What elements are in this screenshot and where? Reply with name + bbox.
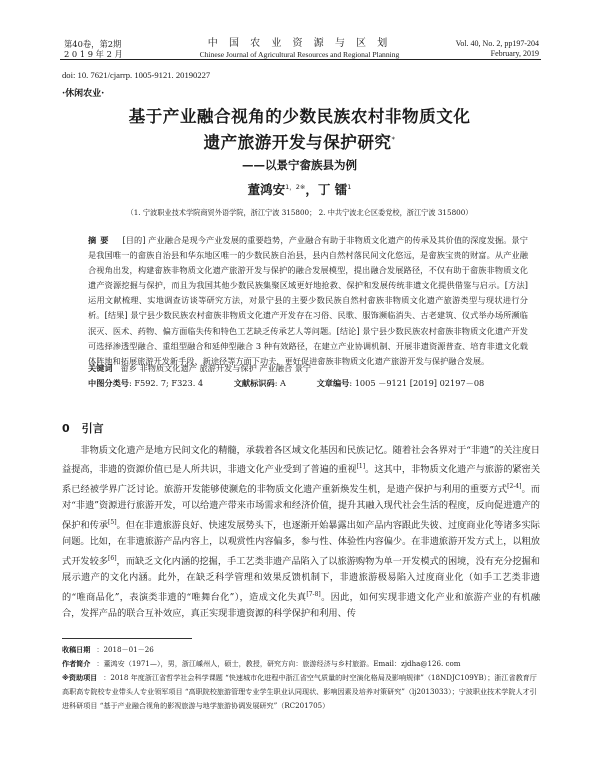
footnote-author <box>62 657 540 671</box>
footnotes <box>62 643 540 713</box>
title-footnote-mark: * <box>391 135 396 144</box>
section-heading <box>62 420 104 436</box>
article-title-line2-text: 遗产旅游开发与保护研究 <box>203 133 392 152</box>
citation-5: [7-8] <box>306 590 321 598</box>
body-text-2: 。这其中，非物质文化遗产与旅游的紧密关系已经被学界广泛讨论。旅游开发能够使濒危的非物质文化遗产重新焕发生机，是遗产保护与利用的重要方式 <box>62 464 541 495</box>
article-number-label: 文章编号 <box>316 378 350 388</box>
section-title: 引言 <box>81 422 104 435</box>
document-code-value: : A <box>274 378 286 388</box>
article-title-line1: 基于产业融合视角的少数民族农村非物质文化 <box>128 107 471 126</box>
abstract-text: [目的] 产业融合是现今产业发展的重要趋势，产业融合有助于非物质文化遗产的传承及其价值的深度发掘。景宁是我国唯一的畲族自治县和华东地区唯一的少数民族自治县，县内自然村落民间文化悠远，是畲族宝贵的财富。从产业融合视角出发，构建畲族非物质文化遗产旅游开发与保护的融合发展模型，提出融合发展路径，不仅有助于畲族非物质文化遗产资源挖掘与保护，而且为我国其他少数民族集聚区域更好地抢救、保护和发展传统非遗文化提供借鉴与启示。[方法] 运用文献梳理、实地调查访谈等研究方法，对景宁县的主要少数民族自然村畲族非物质文化遗产旅游类型与现状进行分析。[结果] 景宁县少数民族农村畲族非物质文化遗产开发存在习俗、民歌、服饰濒临消失、古老建筑、仪式举办场所濒临泯灭、医术、药物、偏方面临失传和特色工艺缺乏传承艺人等问题。[结论] 景宁县少数民族农村畲族非物质文化遗产开发可选择渗透型融合、重组型融合和延伸型融合 3 种有效路径，在建立产业协调机制、开展非遗资源普查、培育非遗文化载体阵地和拓展旅游开发新手段、新途径等方面下功夫，更好促进畲族非物质文化遗产旅游开发与保护融合发展。 <box>88 235 528 366</box>
body-text-1: 非物质文化遗产是地方民间文化的精髓，承载着各区域文化基因和民族记忆。随着社会各界对于“非遗”的关注度日益提高，非遗的资源价值已是人所共识，非遗文化产业受到了普遍的重视 <box>62 445 540 476</box>
author-1-affil-mark: 1，2※ <box>285 182 306 191</box>
abstract-label: 摘要 <box>88 235 113 245</box>
footnote-divider <box>62 638 192 639</box>
abstract <box>88 233 528 369</box>
citation-3: [5] <box>108 518 117 526</box>
funding-label: ※资助项目 <box>62 673 98 682</box>
classification-line <box>88 378 512 389</box>
header-date-cn: 2 0 1 9 年 2 月 <box>64 49 123 59</box>
article-title-line2 <box>0 129 599 153</box>
header-volume-en: Vol. 40, No. 2, pp197-204 <box>455 39 539 48</box>
document-code-label: 文献标识码 <box>233 378 275 388</box>
citation-1: [1] <box>356 463 366 471</box>
received-date: ：2018－01－26 <box>96 645 154 654</box>
header-date-en: February, 2019 <box>490 49 539 58</box>
journal-title-cn: 中 国 农 业 资 源 与 区 划 <box>207 38 392 49</box>
citation-4: [6] <box>108 554 117 562</box>
author-bio: ：董鸿安（1971—），男，浙江嵊州人，硕士，教授，研究方向：旅游经济与乡村旅游。Email：zjdha@126. com <box>96 659 461 668</box>
author-bio-label: 作者简介 <box>62 659 91 668</box>
article-number-value: : 1005 －9121 [2019] 02197－08 <box>349 378 485 388</box>
doi-line: doi: 10. 7621/cjarrp. 1005-9121. 20190227 <box>62 70 211 80</box>
author-1-name: 董鸿安 <box>247 182 286 197</box>
keywords <box>88 363 311 374</box>
clc-number <box>88 378 217 388</box>
section-number: 0 <box>62 422 70 435</box>
header-volume-cn: 第40卷，第2期 <box>64 39 122 49</box>
author-list <box>0 180 599 198</box>
affiliations: （1. 宁波职业技术学院商贸外语学院，浙江宁波 315800； 2. 中共宁波北仑区委党校，浙江宁波 315800） <box>126 208 473 217</box>
citation-2: [2-4] <box>507 482 522 490</box>
document-code <box>234 378 300 388</box>
header-right <box>456 39 539 59</box>
author-2-affil-mark: 1 <box>347 182 352 191</box>
funding-text: ：2018 年度浙江省哲学社会科学课题 “快速城市化进程中浙江省空气质量的时空演化格局及影响规律”（18NDJC109YB）；浙江省教育厅高职高专院校专业带头人专业领军项目 “高职院校旅游管理专业学生职业认同现状、影响因素及培养对策研究”（lj2013033）；宁波职业技术学院人才引进科研项目 “基于产业融合视角的影视旅游与地学旅游协调发展研究”（RC201705） <box>62 673 537 710</box>
body-text-4: 。但在非遗旅游良好、快速发展势头下，也逐渐开始暴露出如产品内容跟此失彼、过度商业化等诸多实际问题。比如，在非遗旅游产品内容上，以观赏性内容偏多，参与性、体验性内容偏少。在非遗旅游开发方式上，以粗放式开发较多 <box>62 519 540 567</box>
running-header <box>0 24 599 64</box>
keywords-items: 畲乡 非物质文化遗产 旅游开发与保护 产业融合 景宁 <box>120 363 312 373</box>
body-text-3: 。而对“非遗”资源进行旅游开发，可以给遗产带来市场需求和经济价值，提升其融入现代社会生活的程度，反向促进遗产的保护和传承 <box>62 483 540 531</box>
column-tag: ·休闲农业· <box>62 89 105 99</box>
footnote-funding <box>62 671 540 713</box>
body-paragraph <box>62 443 540 622</box>
clc-value: : F592. 7; F323. 4 <box>128 378 204 388</box>
author-2-name: ，丁 镭 <box>305 182 348 197</box>
body-text-6: 。因此，如何实现非遗文化产业和旅游产业的有机融合，发挥产品的联合互补效应，真正实现非遗资源的科学保护和利用、传 <box>62 591 541 619</box>
journal-title-en: Chinese Journal of Agricultural Resources and Regional Planning <box>199 50 400 59</box>
body-text-5: ，而缺乏文化内涵的挖掘，手工艺类非遗产品陷入了以旅游购物为单一开发模式的困境，没有充分挖掘和展示遗产的文化内涵。此外，在缺乏科学管理和效果反馈机制下，非遗旅游极易陷入过度商业化（如手工艺类非遗的“唯商品化”，表演类非遗的“唯舞台化”），造成文化失真 <box>62 555 540 603</box>
header-divider <box>60 59 541 60</box>
article-subtitle: ——以景宁畲族县为例 <box>242 158 357 172</box>
clc-label: 中图分类号 <box>88 378 129 388</box>
received-label: 收稿日期 <box>62 645 91 654</box>
keywords-label: 关键词 <box>88 363 113 373</box>
article-number <box>317 378 499 388</box>
footnote-received <box>62 643 540 657</box>
